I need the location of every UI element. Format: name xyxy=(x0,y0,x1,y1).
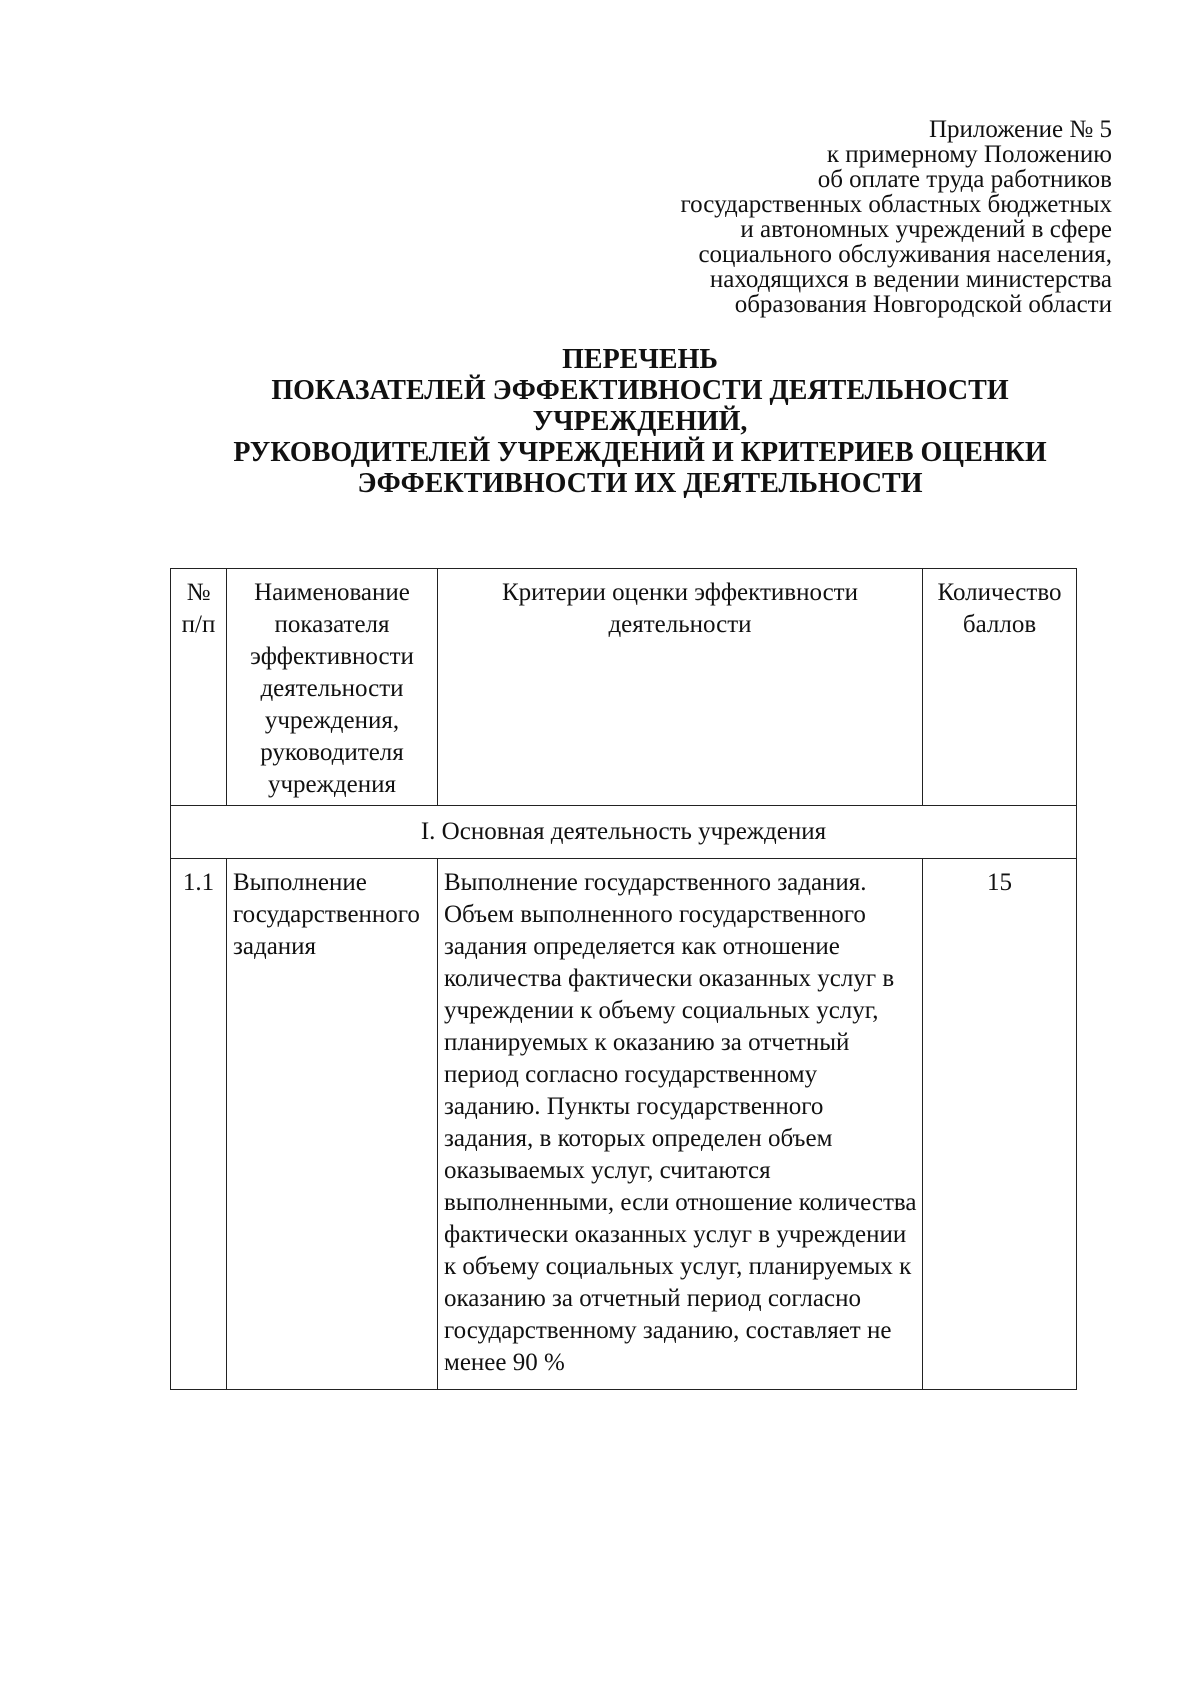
appendix-line: об оплате труда работников xyxy=(817,166,1112,193)
row-num: 1.1 xyxy=(171,859,227,1390)
section-title: I. Основная деятельность учреждения xyxy=(171,806,1077,859)
appendix-line: и автономных учреждений в сфере xyxy=(740,216,1112,243)
appendix-line: находящихся в ведении министерства xyxy=(709,266,1112,293)
title-line: ЭФФЕКТИВНОСТИ ИХ ДЕЯТЕЛЬНОСТИ xyxy=(357,468,923,499)
row-criteria: Выполнение государственного задания. Объем выполненного государственного задания определяется как отношение количества фактически оказанных услуг в учреждении к объему социальных услуг, планируемых к оказанию за отчетный период согласно государственному заданию. Пункты государственного задания, в которых определен объем оказываемых услуг, считаются выполненными, если отношение количества фактически оказанных услуг в учреждении к объему социальных услуг, планируемых к оказанию за отчетный период согласно государственному заданию, составляет не менее 90 % xyxy=(438,859,923,1390)
section-row xyxy=(171,806,1077,859)
appendix-line: к примерному Положению xyxy=(826,141,1112,168)
appendix-line: государственных областных бюджетных xyxy=(680,191,1112,218)
header-criteria: Критерии оценки эффективности деятельности xyxy=(438,569,923,806)
document-title xyxy=(160,344,1120,499)
appendix-line: образования Новгородской области xyxy=(734,291,1112,318)
appendix-line: Приложение № 5 xyxy=(928,116,1112,143)
appendix-line: социального обслуживания населения, xyxy=(698,241,1112,268)
header-score: Количество баллов xyxy=(923,569,1077,806)
table-header-row xyxy=(171,569,1077,806)
row-score: 15 xyxy=(923,859,1077,1390)
header-name: Наименование показателя эффективности деятельности учреждения, руководителя учреждения xyxy=(227,569,438,806)
table-row xyxy=(171,859,1077,1390)
row-name: Выполнение государственного задания xyxy=(227,859,438,1390)
header-num: № п/п xyxy=(171,569,227,806)
title-line: УЧРЕЖДЕНИЙ, xyxy=(532,406,748,437)
criteria-table xyxy=(170,568,1077,1390)
title-line: ПЕРЕЧЕНЬ xyxy=(562,344,718,375)
title-line: ПОКАЗАТЕЛЕЙ ЭФФЕКТИВНОСТИ ДЕЯТЕЛЬНОСТИ xyxy=(271,375,1009,406)
title-line: РУКОВОДИТЕЛЕЙ УЧРЕЖДЕНИЙ И КРИТЕРИЕВ ОЦЕНКИ xyxy=(233,437,1047,468)
appendix-header xyxy=(681,117,1112,317)
